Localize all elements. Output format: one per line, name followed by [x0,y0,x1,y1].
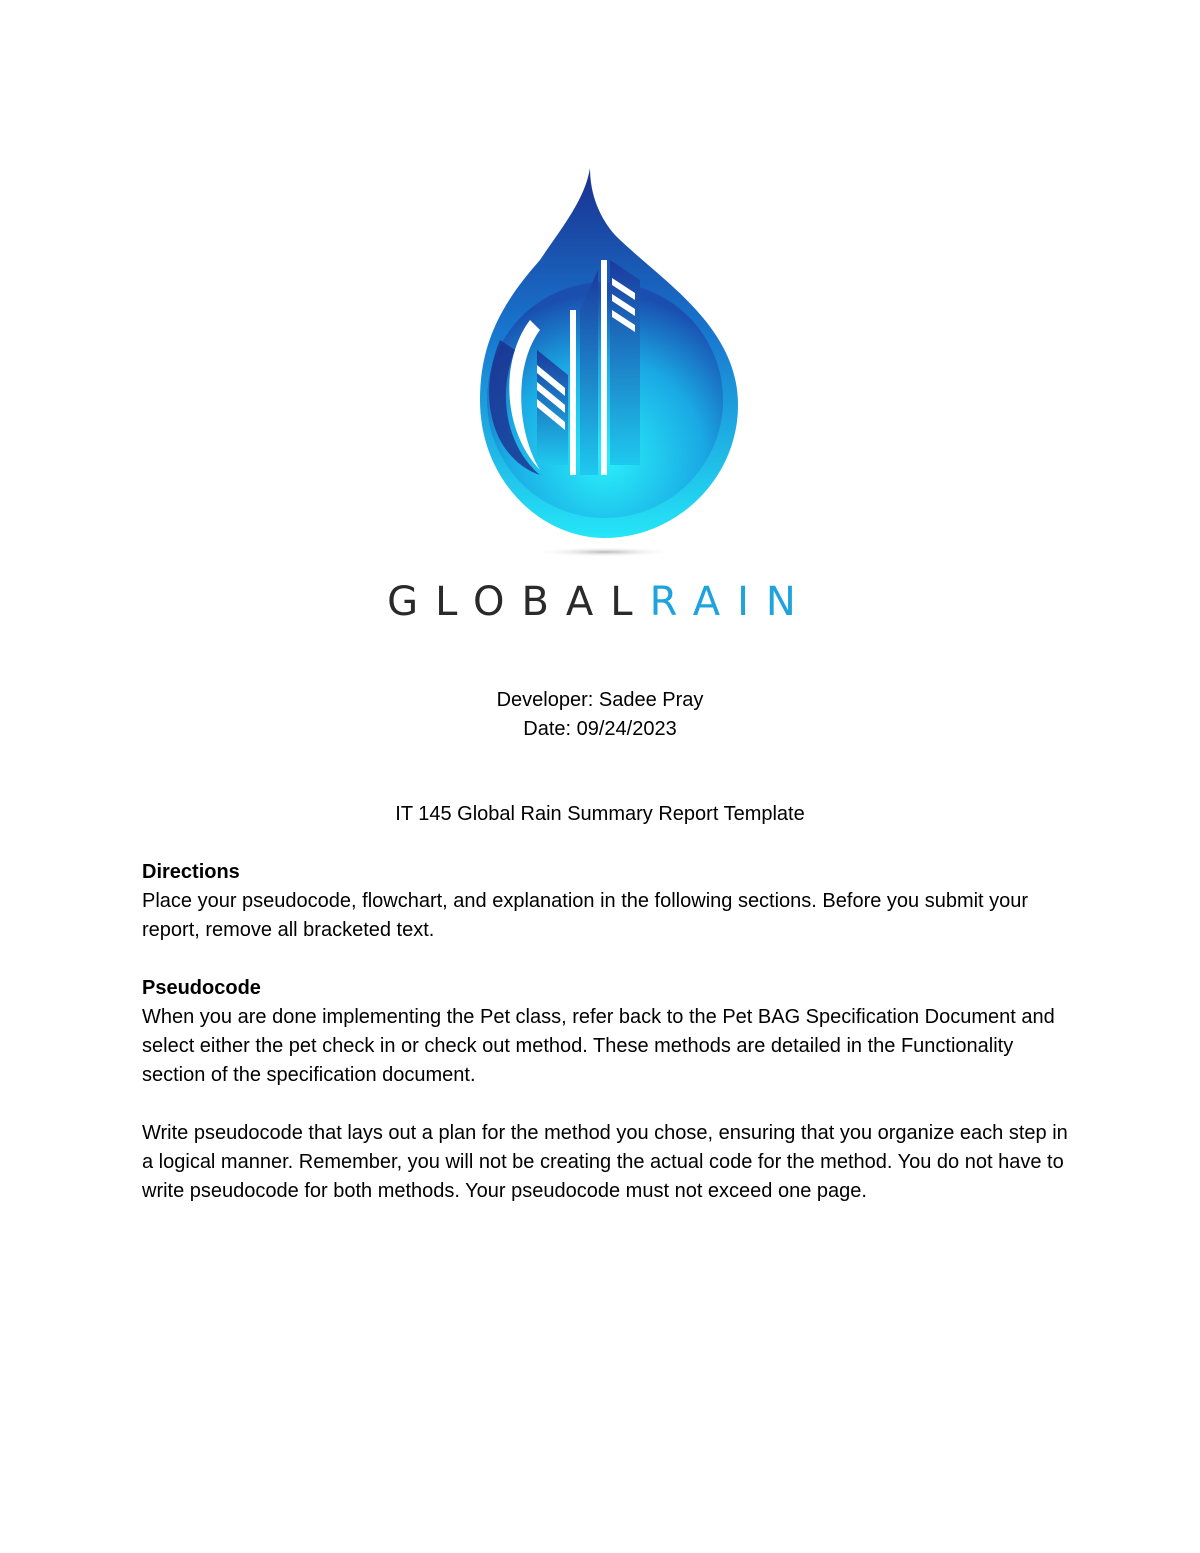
pseudocode-paragraph-1: When you are done implementing the Pet class, refer back to the Pet BAG Specification Document and select either the pet check in or check out method. These methods are detailed in the Functionality section of the specification document. [142,1006,1055,1086]
pseudocode-section [142,974,1072,1206]
logo-wordmark [0,578,1200,626]
wordmark-rain: RAIN [649,579,813,625]
pseudocode-heading: Pseudocode [142,977,261,999]
pseudocode-paragraph-2: Write pseudocode that lays out a plan for the method you chose, ensuring that you organize each step in a logical manner. Remember, you will not be creating the actual code for the method. You do not have to write pseudocode for both methods. Your pseudocode must not exceed one page. [142,1122,1068,1202]
directions-heading: Directions [142,861,240,883]
water-drop-city-icon [440,160,760,560]
directions-section [142,858,1072,945]
global-rain-logo [440,160,760,560]
document-meta [0,686,1200,744]
document-title: IT 145 Global Rain Summary Report Template [395,803,805,825]
developer-line: Developer: Sadee Pray [496,689,704,711]
directions-text: Place your pseudocode, flowchart, and explanation in the following sections. Before you submit your report, remove all bracketed text. [142,890,1029,941]
wordmark-global: GLOBAL [387,579,650,625]
document-body [142,858,1072,1235]
date-line: Date: 09/24/2023 [523,718,677,740]
